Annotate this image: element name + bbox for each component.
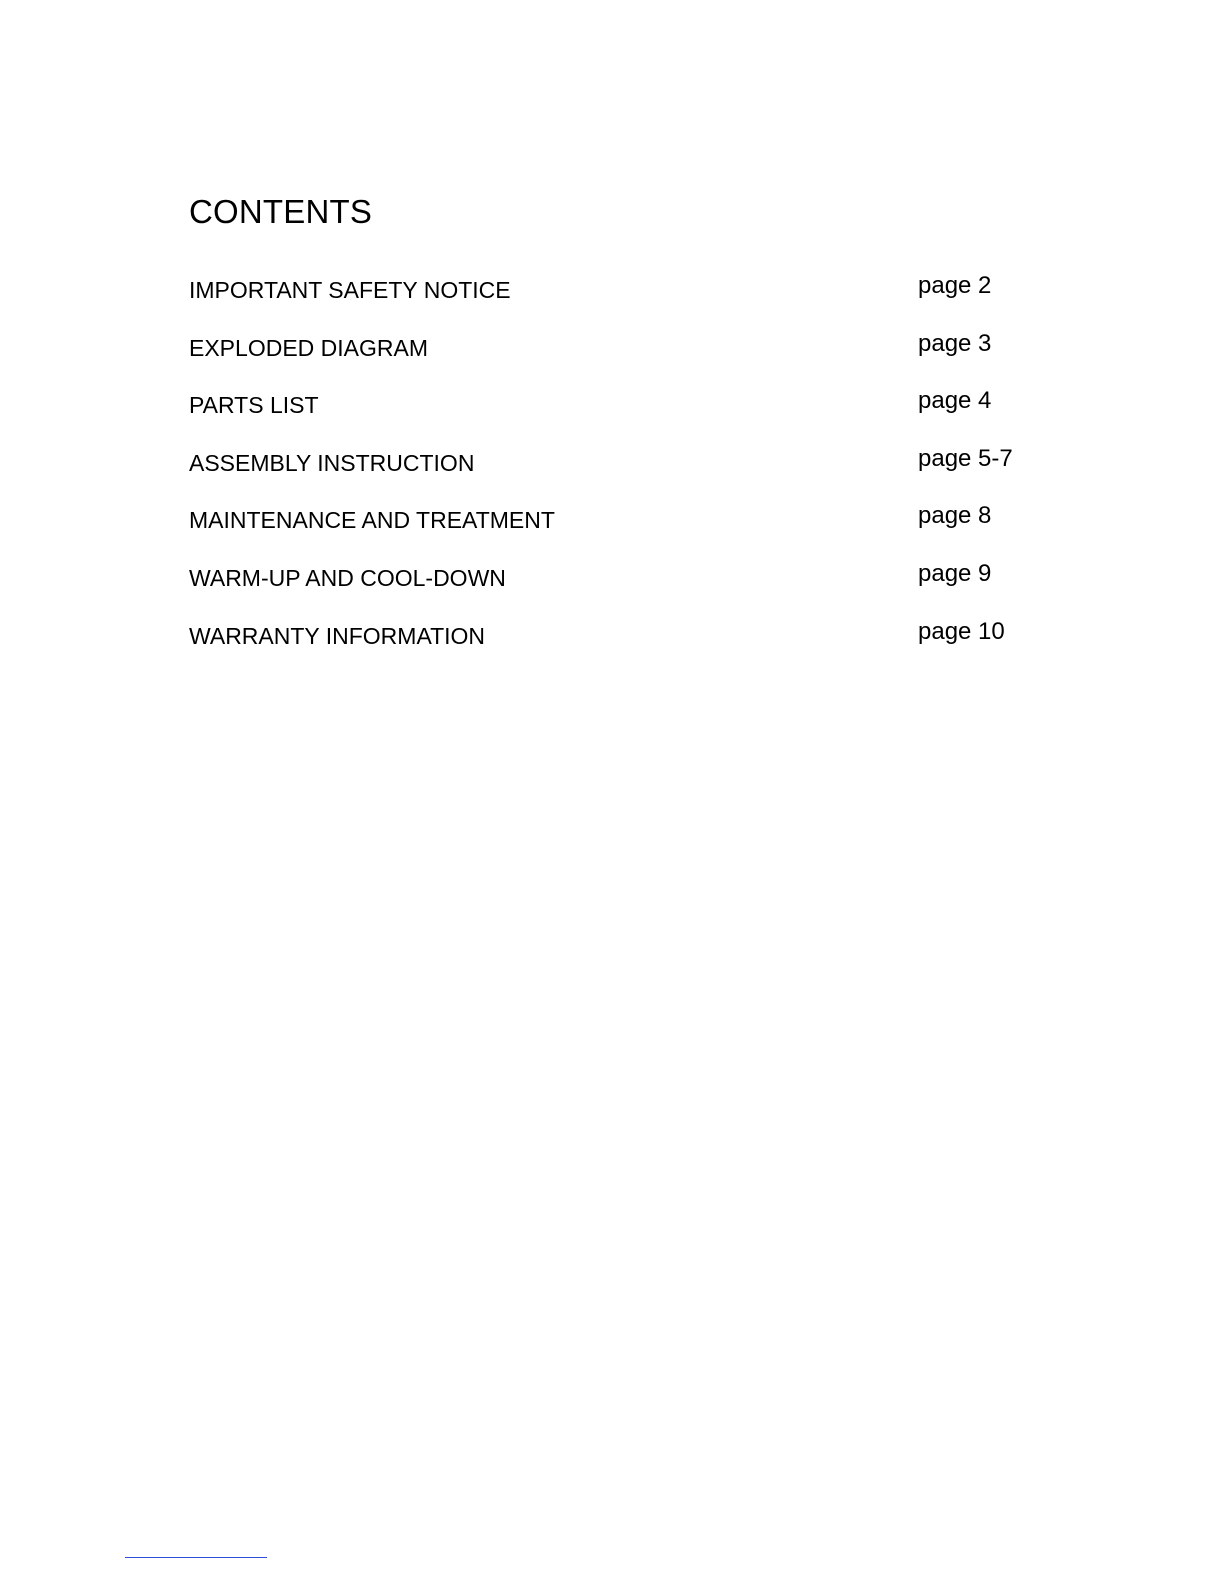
- toc-entry-label: EXPLODED DIAGRAM: [189, 334, 428, 361]
- toc-entry-label: WARM-UP AND COOL-DOWN: [189, 564, 506, 591]
- toc-entry-exploded-diagram: [189, 330, 1049, 388]
- toc-entry-label: PARTS LIST: [189, 392, 319, 419]
- footer-rule: [125, 1557, 267, 1558]
- toc-entry-warm-up: [189, 560, 1049, 618]
- toc-entry-page: page 9: [918, 559, 992, 587]
- toc-entry-assembly-instruction: [189, 445, 1049, 503]
- toc-entry-warranty: [189, 618, 1049, 676]
- page-title: CONTENTS: [189, 193, 373, 230]
- toc-entry-parts-list: [189, 387, 1049, 445]
- toc-entry-label: MAINTENANCE AND TREATMENT: [189, 507, 555, 534]
- toc-entry-label: WARRANTY INFORMATION: [189, 622, 486, 649]
- toc-entry-page: page 10: [918, 617, 1005, 645]
- toc-entry-page: page 2: [918, 272, 992, 299]
- toc-entry-page: page 3: [918, 329, 992, 357]
- toc-entry-page: page 5-7: [918, 444, 1013, 472]
- toc-entry-page: page 4: [918, 387, 992, 415]
- toc-entry-page: page 8: [918, 502, 992, 530]
- toc-entry-label: IMPORTANT SAFETY NOTICE: [189, 277, 511, 303]
- toc-entry-label: ASSEMBLY INSTRUCTION: [189, 449, 475, 476]
- table-of-contents: [189, 272, 1049, 675]
- toc-entry-maintenance: [189, 502, 1049, 560]
- toc-entry-safety-notice: [189, 272, 1049, 330]
